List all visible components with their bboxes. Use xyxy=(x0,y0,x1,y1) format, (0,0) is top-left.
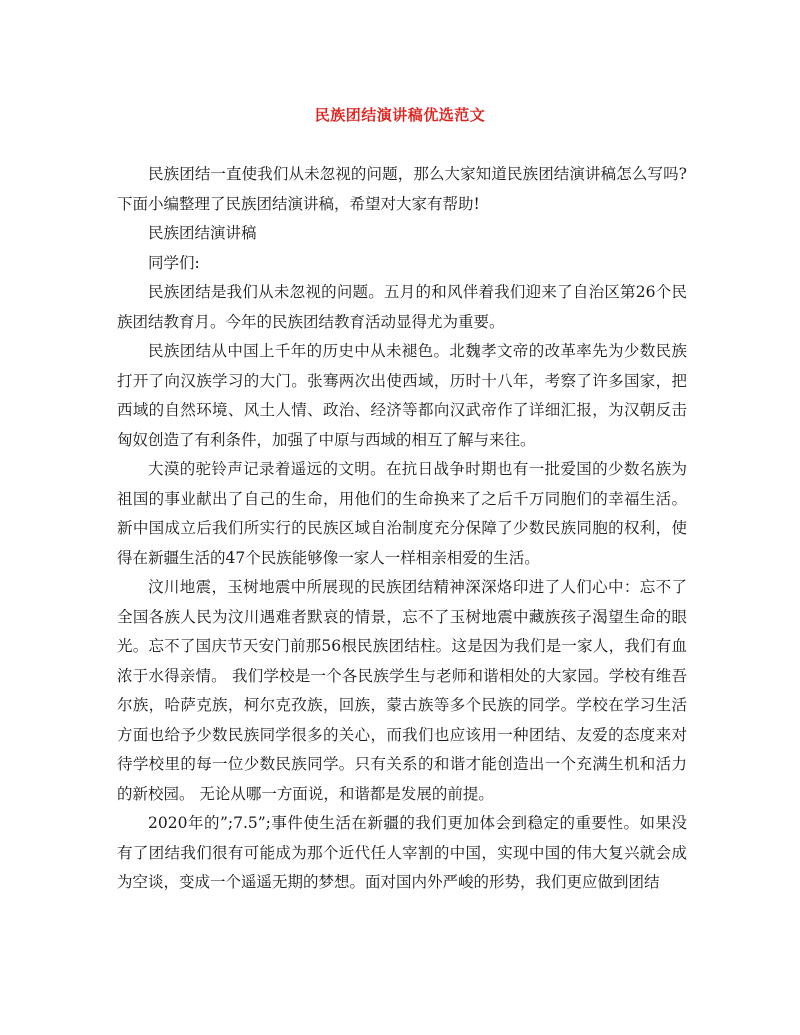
document-body xyxy=(117,160,687,898)
paragraph-salutation: 同学们: xyxy=(148,253,200,272)
paragraph-intro: 民族团结一直使我们从未忽视的问题，那么大家知道民族团结演讲稿怎么写吗?下面小编整理了民族团结演讲稿，希望对大家有帮助! xyxy=(117,165,687,213)
paragraph: 民族团结从中国上千年的历史中从未褪色。北魏孝文帝的改革率先为少数民族打开了向汉族学习的大门。张骞两次出使西域，历时十八年，考察了许多国家，把西域的自然环境、风土人情、政治、经济等都向汉武帝作了详细汇报，为汉朝反击匈奴创造了有利条件，加强了中原与西域的相互了解与来往。 xyxy=(117,342,687,449)
paragraph: 汶川地震，玉树地震中所展现的民族团结精神深深烙印进了人们心中：忘不了全国各族人民为汶川遇难者默哀的情景，忘不了玉树地震中藏族孩子渴望生命的眼光。忘不了国庆节天安门前那56根民族团结柱。这是因为我们是一家人，我们有血浓于水得亲情。 我们学校是一个各民族学生与老师和谐相处的大家园。学校有维吾尔族，哈萨克族，柯尔克孜族，回族，蒙古族等多个民族的同学。学校在学习生活方面也给予少数民族同学很多的关心，而我们也应该用一种团结、友爱的态度来对待学校里的每一位少数民族同学。只有关系的和谐才能创造出一个充满生机和活力的新校园。 无论从哪一方面说，和谐都是发展的前提。 xyxy=(117,578,687,803)
paragraph-heading: 民族团结演讲稿 xyxy=(148,224,257,242)
paragraph: 大漠的驼铃声记录着遥远的文明。在抗日战争时期也有一批爱国的少数名族为祖国的事业献出了自己的生命，用他们的生命换来了之后千万同胞们的幸福生活。新中国成立后我们所实行的民族区域自治制度充分保障了少数民族同胞的权利，使得在新疆生活的47个民族能够像一家人一样相亲相爱的生活。 xyxy=(117,460,687,567)
document-title: 民族团结演讲稿优选范文 xyxy=(314,106,486,124)
paragraph: 2020年的”;7.5”;事件使生活在新疆的我们更加体会到稳定的重要性。如果没有了团结我们很有可能成为那个近代任人宰割的中国，实现中国的伟大复兴就会成为空谈，变成一个遥遥无期的梦想。面对国内外严峻的形势，我们更应做到团结 xyxy=(117,814,687,891)
paragraph: 民族团结是我们从未忽视的问题。五月的和风伴着我们迎来了自治区第26个民族团结教育月。今年的民族团结教育活动显得尤为重要。 xyxy=(117,283,687,331)
